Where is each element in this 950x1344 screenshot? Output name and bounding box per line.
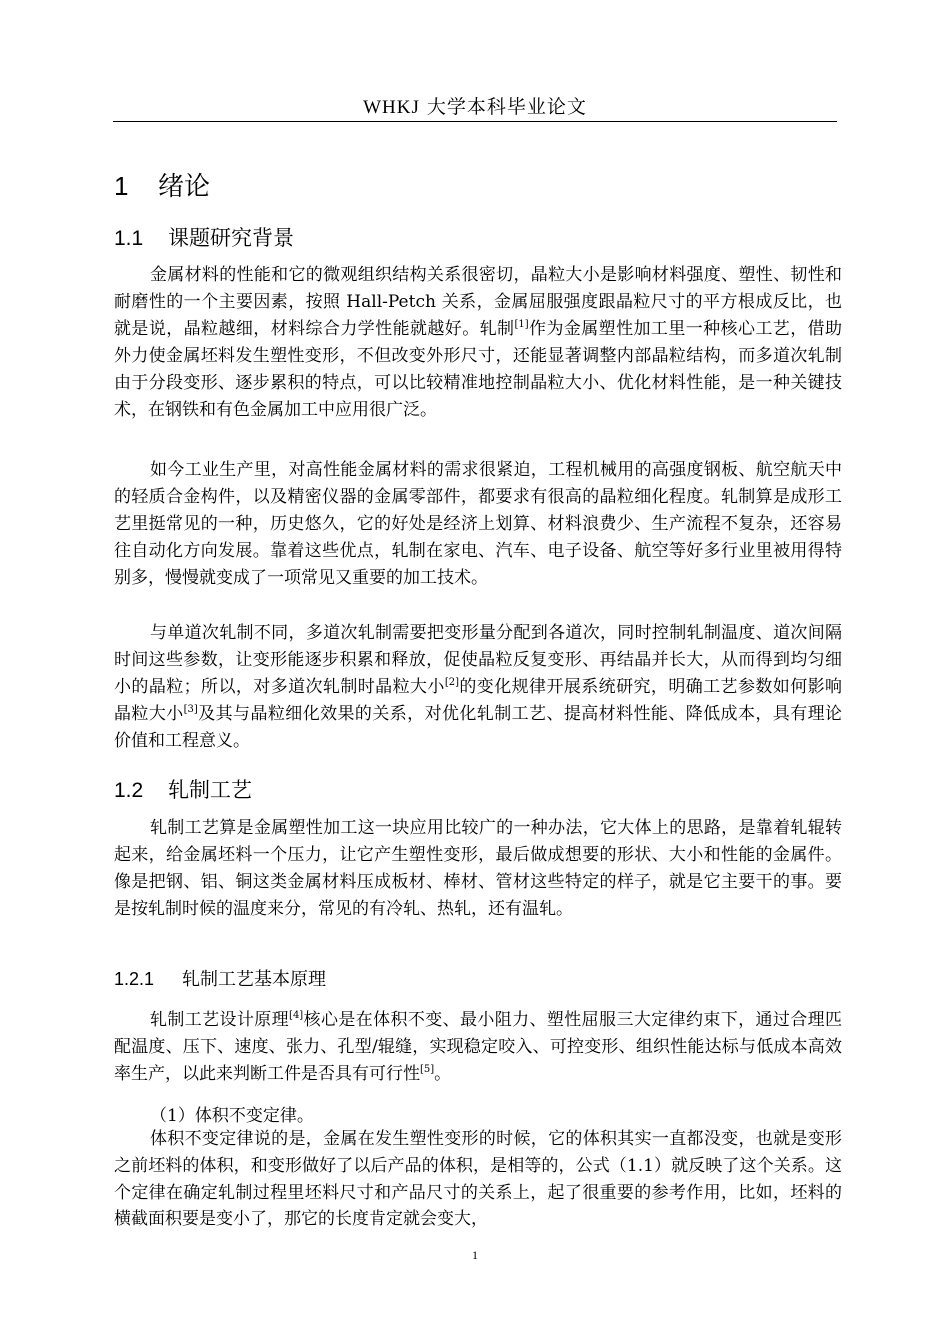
section-number: 1.1 xyxy=(114,227,144,250)
chapter-number: 1 xyxy=(114,171,129,201)
chapter-title: 绪论 xyxy=(158,172,211,202)
text-run: 核心是在体积不变、最小阻力、塑性屈服三大定律约束下，通过合理匹配温度、压下、速度、张力、孔型/辊缝，实现稳定咬入、可控变形、组织性能达标与低成本高效率生产，以此来判断工件是否具有可行性 xyxy=(114,1010,843,1084)
paragraph xyxy=(114,1007,842,1087)
paragraph: 轧制工艺算是金属塑性加工这一块应用比较广的一种办法，它大体上的思路，是靠着轧辊转起来，给金属坯料一个压力，让它产生塑性变形，最后做成想要的形状、大小和性能的金属件。像是把钢、铝、铜这类金属材料压成板材、棒材、管材这些特定的样子，就是它主要干的事。要是按轧制时候的温度来分，常见的有冷轧、热轧，还有温轧。 xyxy=(114,818,842,920)
citation: [4] xyxy=(289,1010,304,1021)
section-heading-1-2 xyxy=(114,774,252,804)
paragraph: 如今工业生产里，对高性能金属材料的需求很紧迫，工程机械用的高强度钢板、航空航天中的轻质合金构件，以及精密仪器的金属零部件，都要求有很高的晶粒细化程度。轧制算是成形工艺里挺常见的一种，历史悠久，它的好处是经济上划算、材料浪费少、生产流程不复杂，还容易往自动化方向发展。靠着这些优点，轧制在家电、汽车、电子设备、航空等好多行业里被用得特别多，慢慢就变成了一项常见又重要的加工技术。 xyxy=(114,460,842,589)
text-run: 。 xyxy=(434,1063,452,1084)
running-header-title: 大学本科毕业论文 xyxy=(426,96,587,118)
section-title: 轧制工艺 xyxy=(168,778,252,802)
subsection-title: 轧制工艺基本原理 xyxy=(182,969,326,990)
paragraph xyxy=(114,262,842,425)
list-item-volume-law: （1）体积不变定律。 xyxy=(150,1106,314,1126)
section-title: 课题研究背景 xyxy=(168,226,294,250)
running-header xyxy=(0,92,950,119)
section-number: 1.2 xyxy=(114,779,144,802)
subsection-heading-1-2-1 xyxy=(114,965,326,991)
paragraph: 体积不变定律说的是，金属在发生塑性变形的时候，它的体积其实一直都没变，也就是变形之前坯料的体积，和变形做好了以后产品的体积，是相等的，公式（1.1）就反映了这个关系。这个定律在确定轧制过程里坯料尺寸和产品尺寸的关系上，起了很重要的参考作用，比如，坯料的横截面积要是变小了，那它的长度肯定就会变大， xyxy=(114,1129,842,1230)
section-heading-1-1 xyxy=(114,222,294,252)
citation: [3] xyxy=(183,704,198,716)
text-run: 轧制工艺设计原理 xyxy=(150,1010,290,1030)
citation: [2] xyxy=(444,677,459,689)
text-run: 的变化规律开展系统研究，明确工艺参数如何影响晶粒大小 xyxy=(114,677,843,725)
text-run: 及其与晶粒细化效果的关系，对优化轧制工艺、提高材料性能、降低成本，具有理论价值和工程意义。 xyxy=(114,704,843,752)
chapter-heading xyxy=(114,166,210,203)
running-header-latin: WHKJ xyxy=(363,97,420,118)
citation: [1] xyxy=(514,319,529,331)
text-run: 金属材料的性能和它的微观组织结构关系很密切，晶粒大小是影响材料强度、塑性、韧性和耐磨性的一个主要因素，按照 Hall-Petch 关系，金属屈服强度跟晶粒尺寸的平方根成反比，也就是说，晶粒越细，材料综合力学性能就越好。轧制 xyxy=(114,265,842,340)
page-number: 1 xyxy=(472,1248,478,1262)
text-run: 作为金属塑性加工里一种核心工艺，借助外力使金属坯料发生塑性变形，不但改变外形尺寸，还能显著调整内部晶粒结构，而多道次轧制由于分段变形、逐步累积的特点，可以比较精准地控制晶粒大小、优化材料性能，是一种关键技术，在钢铁和有色金属加工中应用很广泛。 xyxy=(114,319,843,421)
citation: [5] xyxy=(420,1063,435,1075)
text-run: 与单道次轧制不同，多道次轧制需要把变形量分配到各道次，同时控制轧制温度、道次间隔时间这些参数，让变形能逐步积累和释放，促使晶粒反复变形、再结晶并长大，从而得到均匀细小的晶粒；所以，对多道次轧制时晶粒大小 xyxy=(114,623,842,698)
header-rule xyxy=(113,121,837,122)
subsection-number: 1.2.1 xyxy=(114,969,155,989)
paragraph xyxy=(114,620,842,755)
